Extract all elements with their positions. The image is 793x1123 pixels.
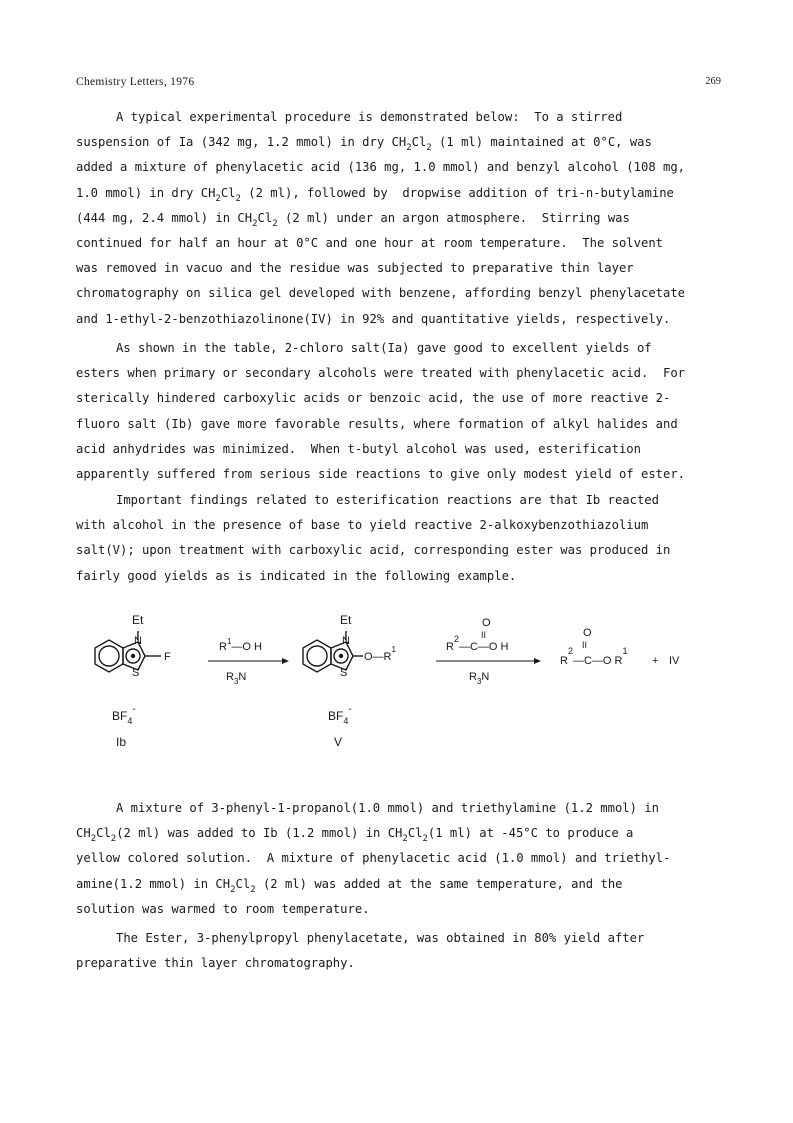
text-segment: preparative thin layer chromatography. (76, 956, 355, 971)
subscript: 2 (215, 193, 221, 204)
text-segment: added a mixture of phenylacetic acid (136 mg, 1.0 mmol) and benzyl alcohol (108 mg, (76, 160, 686, 175)
v-alkoxy-group: $O—R^1$ (364, 645, 396, 663)
reagent1-base: $R_3N$ (226, 671, 247, 686)
text-segment: (2 ml) under an argon atmosphere. Stirring was (277, 210, 630, 225)
text-segment: esters when primary or secondary alcohols were treated with phenylacetic acid. For (76, 366, 686, 381)
text-line (76, 386, 721, 411)
text-line (76, 564, 721, 589)
v-sulfur: S (340, 667, 348, 679)
paragraph-procedure (76, 105, 721, 332)
v-nitrogen: N (342, 635, 350, 647)
text-line (76, 281, 721, 306)
text-segment: yellow colored solution. A mixture of phenylacetic acid (1.0 mmol) and triethyl- (76, 851, 671, 866)
subscript: 2 (90, 834, 97, 845)
v-counterion: $BF_4^-$ (328, 704, 352, 726)
journal-header: Chemistry Letters, 1976 (76, 76, 195, 88)
text-line (76, 412, 721, 437)
text-line (76, 231, 721, 256)
text-segment: A typical experimental procedure is demonstrated below: To a stirred (116, 110, 623, 124)
text-segment: continued for half an hour at 0°C and one hour at room temperature. The solvent (76, 236, 663, 251)
text-segment: amine(1.2 mmol) in CH (76, 876, 231, 891)
text-line (76, 307, 721, 332)
reagent2-oxygen: O (482, 617, 491, 629)
text-line (76, 872, 721, 897)
reaction-scheme (76, 610, 716, 755)
subscript: 2 (230, 884, 236, 895)
ib-nitrogen: N (134, 635, 142, 647)
reagent1-alcohol: $R^1—O$ H (219, 637, 262, 653)
text-segment: Cl (411, 135, 427, 150)
subscript: 2 (252, 218, 258, 229)
text-segment: Cl (220, 185, 236, 200)
text-line (76, 130, 721, 155)
v-ethyl: Et (340, 613, 352, 627)
subscript: 2 (235, 193, 241, 204)
paragraph-findings (76, 488, 721, 589)
text-line (76, 796, 721, 821)
subscript: 2 (250, 884, 256, 895)
text-line (76, 155, 721, 180)
text-segment: fluoro salt (Ib) gave more favorable results, where formation of alkyl halides and (76, 416, 678, 431)
page-number: 269 (705, 76, 721, 87)
ib-sulfur: S (132, 667, 140, 679)
subscript: 2 (110, 834, 117, 845)
text-line (76, 538, 721, 563)
text-segment: (2 ml), followed by dropwise addition of tri-n-butylamine (240, 185, 674, 200)
text-segment: Important findings related to esterification reactions are that Ib reacted (116, 493, 659, 507)
text-line (76, 206, 721, 231)
text-segment: salt(V); upon treatment with carboxylic acid, corresponding ester was produced in (76, 543, 671, 558)
text-line (76, 513, 721, 538)
text-segment: 1.0 mmol) in dry CH (76, 185, 216, 200)
compound-v-structure (303, 631, 363, 672)
arrow-head-2 (534, 658, 541, 664)
arrow-head-1 (282, 658, 289, 664)
text-segment: (1 ml) maintained at 0°C, was (431, 135, 652, 150)
text-line (76, 361, 721, 386)
subscript: 2 (402, 834, 408, 845)
text-line (76, 897, 721, 922)
text-segment: solution was warmed to room temperature. (76, 901, 370, 916)
product-iv: IV (669, 655, 680, 667)
subscript: 2 (426, 143, 432, 154)
text-line (76, 105, 721, 130)
text-segment: sterically hindered carboxylic acids or benzoic acid, the use of more reactive 2- (76, 391, 671, 406)
ib-fluorine: F (164, 651, 171, 663)
text-segment: Cl (235, 876, 251, 891)
subscript: 2 (422, 834, 428, 845)
product-plus: + (652, 655, 659, 667)
text-segment: Cl (257, 210, 273, 225)
text-segment: Cl (407, 826, 423, 841)
text-segment: The Ester, 3-phenylpropyl phenylacetate, was obtained in 80% yield after (116, 931, 645, 945)
text-line (76, 926, 721, 951)
text-segment: A mixture of 3-phenyl-1-propanol(1.0 mmol) and triethylamine (1.2 mmol) in (116, 801, 659, 815)
text-segment: and 1-ethyl-2-benzothiazolinone(IV) in 92% and quantitative yields, respectively. (76, 311, 671, 326)
text-segment: acid anhydrides was minimized. When t-butyl alcohol was used, esterification (76, 441, 641, 456)
reagent2-base: $R_3N$ (469, 671, 490, 686)
reagent2-double-bond: II (481, 630, 487, 640)
product-oxygen: O (583, 627, 592, 639)
compound-ib-label: Ib (116, 735, 127, 749)
text-segment: CH (76, 826, 91, 841)
subscript: 2 (272, 218, 278, 229)
paragraph-result (76, 926, 721, 976)
text-segment: Cl (96, 826, 111, 841)
text-line (76, 846, 721, 871)
text-line (76, 951, 721, 976)
paragraph-example (76, 796, 721, 922)
text-line (76, 256, 721, 281)
ib-ethyl: Et (132, 613, 144, 627)
text-segment: was removed in vacuo and the residue was subjected to preparative thin layer (76, 261, 634, 276)
text-segment: fairly good yields as is indicated in the following example. (76, 568, 517, 583)
compound-ib-structure (95, 631, 161, 672)
paragraph-table-discussion (76, 336, 721, 487)
compound-v-label: V (334, 735, 343, 749)
text-segment: (2 ml) was added at the same temperature, and the (255, 876, 623, 891)
reagent2-acid: $R^2—C—O$ H (446, 634, 509, 653)
text-line (76, 488, 721, 513)
text-segment: with alcohol in the presence of base to yield reactive 2-alkoxybenzothiazolium (76, 518, 649, 533)
text-segment: chromatography on silica gel developed with benzene, affording benzyl phenylacetate (76, 286, 686, 301)
text-line (76, 821, 721, 846)
text-segment: apparently suffered from serious side reactions to give only modest yield of ester. (76, 467, 686, 482)
text-segment: (2 ml) was added to Ib (1.2 mmol) in CH (116, 826, 403, 841)
text-line (76, 437, 721, 462)
text-segment: As shown in the table, 2-chloro salt(Ia) gave good to excellent yields of (116, 341, 652, 355)
product-ester: $R^2—C—O$ $R^1$ (560, 646, 628, 667)
text-line (76, 336, 721, 361)
text-segment: suspension of Ia (342 mg, 1.2 mmol) in dry CH (76, 135, 407, 150)
text-segment: (1 ml) at -45°C to produce a (427, 826, 634, 841)
text-line (76, 462, 721, 487)
ib-counterion: $BF_4^-$ (112, 704, 136, 726)
subscript: 2 (406, 143, 412, 154)
text-line (76, 181, 721, 206)
text-segment: (444 mg, 2.4 mmol) in CH (76, 210, 253, 225)
product-double-bond: II (582, 640, 588, 650)
